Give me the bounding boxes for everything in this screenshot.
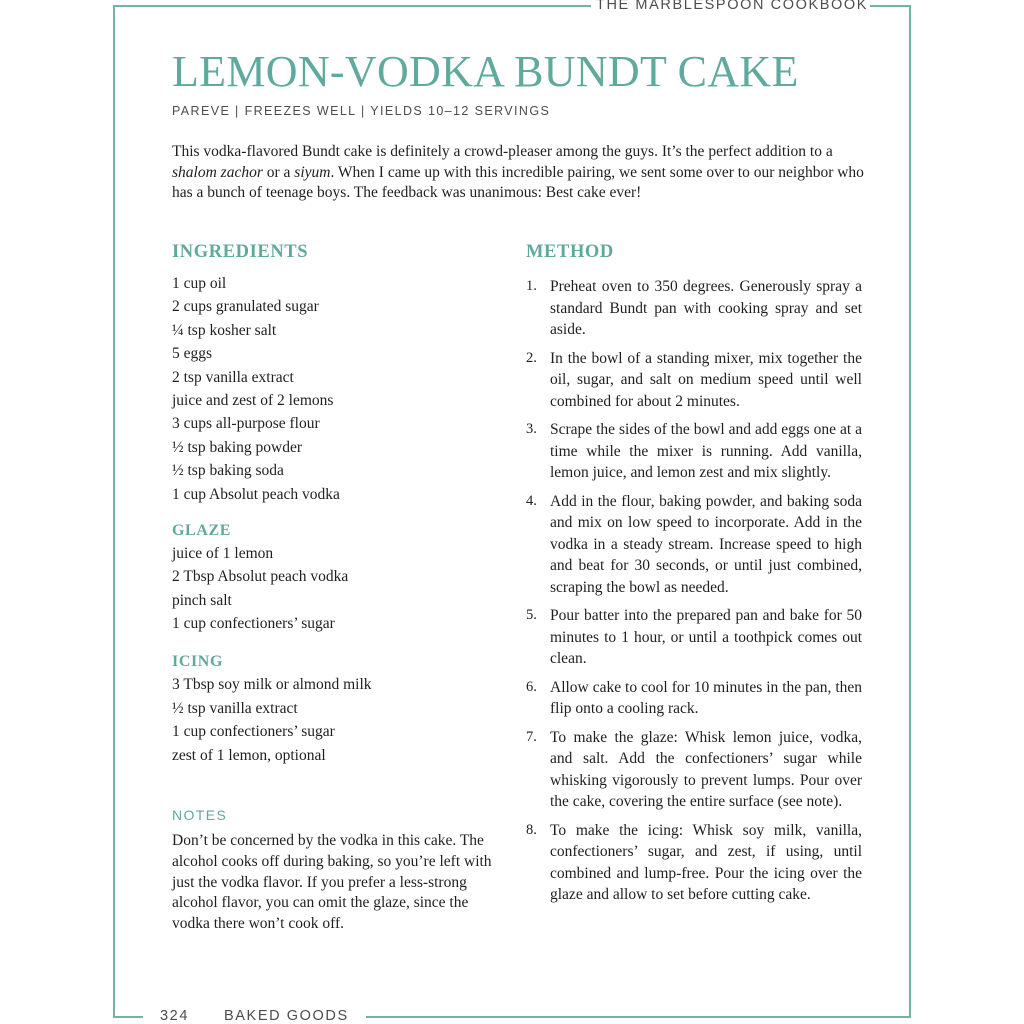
method-column: [526, 240, 862, 906]
running-head: THE MARBLESPOON COOKBOOK: [596, 0, 869, 13]
step-number: 3.: [526, 421, 537, 437]
step-number: 5.: [526, 607, 537, 623]
ingredients-column: [172, 240, 512, 935]
ingredient-item: 2 cups granulated sugar: [172, 298, 319, 316]
recipe-intro: This vodka-flavored Bundt cake is definitely a crowd-pleaser among the guys. It’s the perfect addition to a shalom zachor or a siyum. When I came up with this incredible pairing, we sent some over to our neighbor who has a bunch of teenage boys. The feedback was unanimous: Best cake ever!: [172, 143, 864, 201]
recipe-title: LEMON-VODKA BUNDT CAKE: [172, 47, 799, 96]
method-heading: METHOD: [526, 242, 614, 262]
ingredient-item: 2 tsp vanilla extract: [172, 368, 294, 386]
icing-heading: ICING: [172, 653, 224, 671]
glaze-list: [172, 542, 512, 636]
method-step: [526, 605, 862, 670]
glaze-heading: GLAZE: [172, 521, 232, 539]
method-step: [526, 820, 862, 906]
intro-emphasis: shalom zachor: [172, 163, 263, 181]
page-number: 324: [160, 1008, 189, 1024]
step-number: 2.: [526, 349, 537, 366]
method-step: [526, 419, 862, 484]
recipe-subtitle: PAREVE | FREEZES WELL | YIELDS 10–12 SERVINGS: [172, 104, 551, 118]
step-number: 7.: [526, 728, 537, 745]
method-step: [526, 276, 862, 341]
glaze-item: 1 cup confectioners’ sugar: [172, 615, 335, 633]
notes-text: Don’t be concerned by the vodka in this cake. The alcohol cooks off during baking, so you’re left with just the vodka flavor. If you prefer a less-strong alcohol flavor, you can omit the glaze, since the vodka there won’t cook off.: [172, 832, 492, 933]
ingredients-list: [172, 272, 512, 506]
icing-list: [172, 673, 512, 767]
ingredient-item: 1 cup Absolut peach vodka: [172, 485, 340, 503]
step-number: 8.: [526, 821, 537, 838]
step-text: In the bowl of a standing mixer, mix together the oil, sugar, and salt on medium speed until well combined for about 2 minutes.: [550, 349, 862, 410]
frame-bottom-left: [113, 1016, 143, 1018]
step-text: Preheat oven to 350 degrees. Generously spray a standard Bundt pan with cooking spray and set aside.: [550, 278, 862, 338]
step-number: 1.: [526, 278, 537, 294]
frame-top-left: [113, 5, 591, 7]
icing-item: 1 cup confectioners’ sugar: [172, 723, 335, 741]
ingredient-item: juice and zest of 2 lemons: [172, 391, 334, 409]
frame-bottom-right: [366, 1016, 911, 1018]
ingredients-heading: INGREDIENTS: [172, 242, 309, 262]
frame-top-right: [870, 5, 911, 7]
step-text: Pour batter into the prepared pan and bake for 50 minutes to 1 hour, or until a toothpick comes out clean.: [550, 607, 862, 667]
glaze-item: pinch salt: [172, 591, 232, 609]
method-list: [526, 276, 862, 906]
glaze-item: juice of 1 lemon: [172, 544, 274, 562]
ingredient-item: 1 cup oil: [172, 275, 227, 292]
step-text: Allow cake to cool for 10 minutes in the pan, then flip onto a cooling rack.: [550, 678, 862, 717]
section-name: BAKED GOODS: [224, 1008, 349, 1024]
intro-emphasis: siyum: [294, 163, 331, 181]
step-number: 4.: [526, 492, 537, 509]
ingredient-item: ½ tsp baking soda: [172, 462, 284, 480]
ingredient-item: ¼ tsp kosher salt: [172, 321, 277, 339]
step-text: To make the glaze: Whisk lemon juice, vodka, and salt. Add the confectioners’ sugar while whisking vigorously to prevent lumps. Pour over the cake, covering the entire surface (see note).: [550, 728, 862, 810]
method-step: [526, 491, 862, 599]
icing-item: ½ tsp vanilla extract: [172, 699, 298, 717]
method-step: [526, 727, 862, 813]
step-text: Add in the flour, baking powder, and baking soda and mix on low speed to incorporate. Add in the vodka in a steady stream. Increase speed to high and beat for 30 seconds, or until just combined, scraping the bowl as needed.: [550, 492, 862, 596]
ingredient-item: 3 cups all-purpose flour: [172, 415, 320, 433]
step-number: 6.: [526, 678, 537, 695]
frame-left: [113, 5, 115, 1018]
icing-item: zest of 1 lemon, optional: [172, 746, 326, 764]
method-step: [526, 348, 862, 413]
glaze-item: 2 Tbsp Absolut peach vodka: [172, 568, 349, 586]
notes-heading: NOTES: [172, 807, 228, 824]
ingredient-item: ½ tsp baking powder: [172, 438, 303, 456]
method-step: [526, 677, 862, 720]
step-text: Scrape the sides of the bowl and add eggs one at a time while the mixer is running. Add vanilla, lemon juice, and lemon zest and mix slightly.: [550, 421, 862, 481]
step-text: To make the icing: Whisk soy milk, vanilla, confectioners’ sugar, and zest, if using, until combined and lump-free. Pour the icing over the glaze and allow to set before cutting cake.: [550, 821, 862, 903]
ingredient-item: 5 eggs: [172, 345, 213, 363]
frame-right: [909, 5, 911, 1018]
icing-item: 3 Tbsp soy milk or almond milk: [172, 676, 372, 694]
